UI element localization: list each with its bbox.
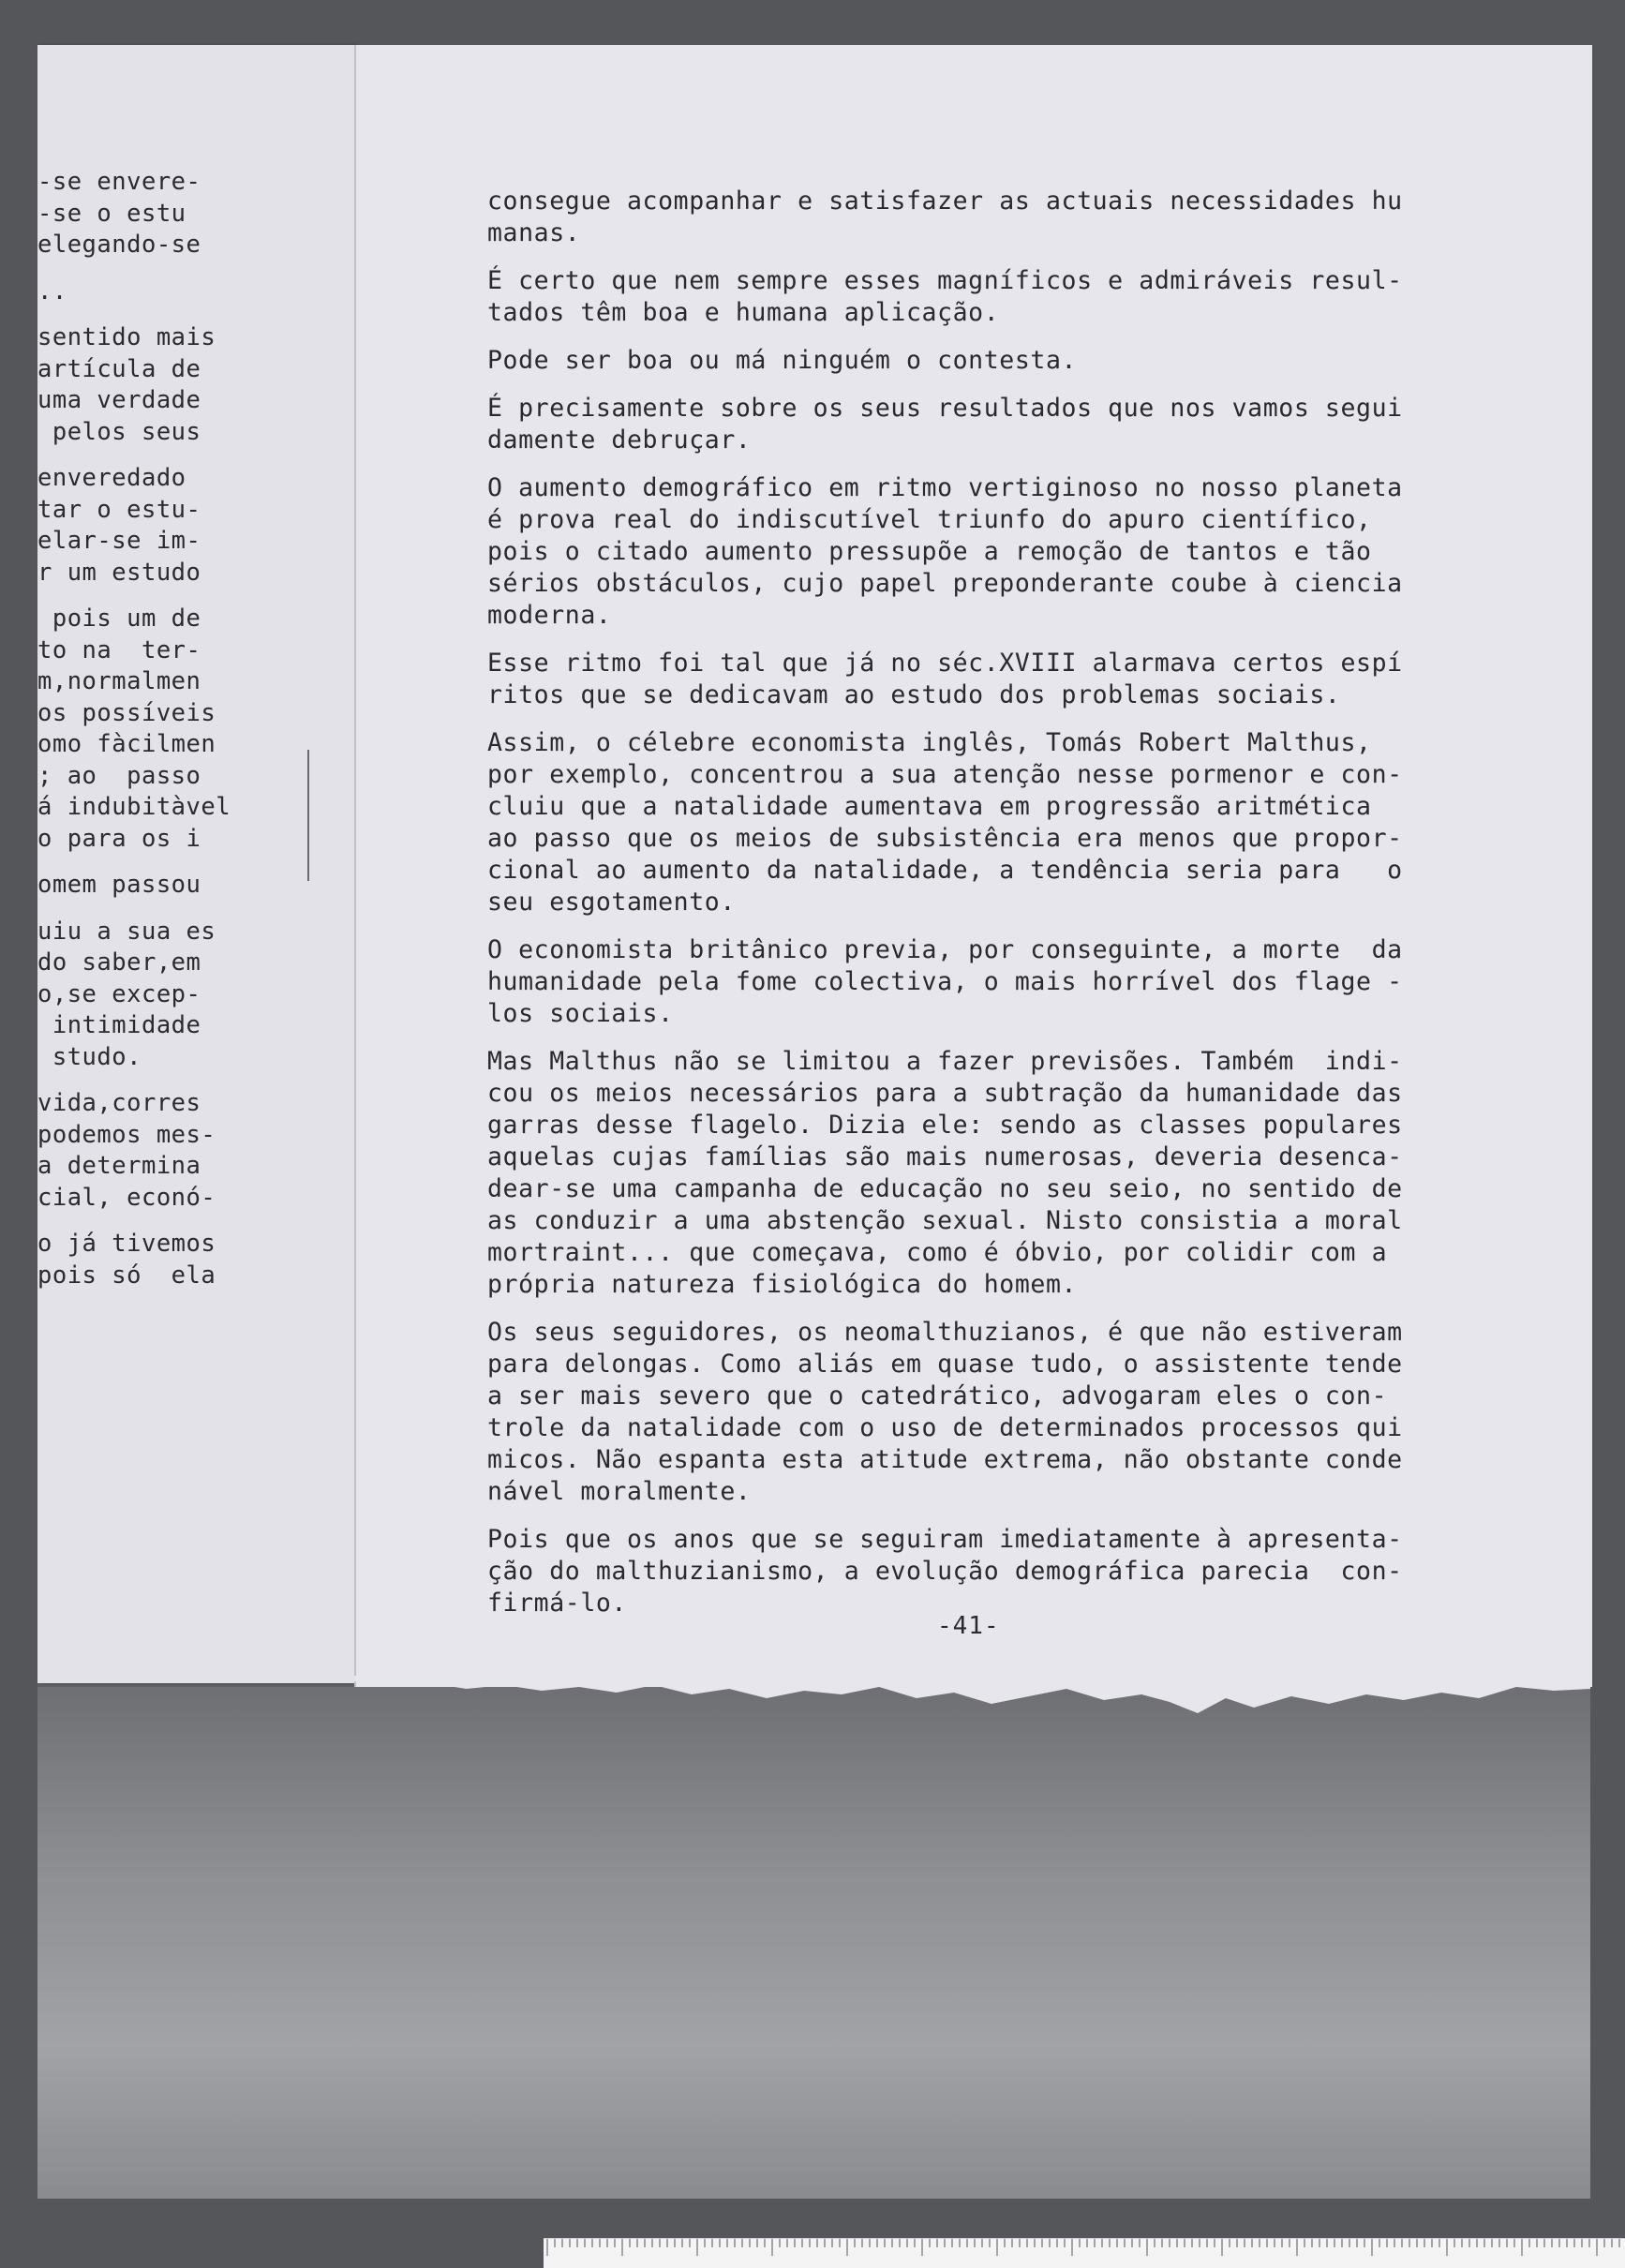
left-page-line: omem passou — [37, 871, 201, 899]
left-page-line: sentido mais — [37, 323, 216, 351]
left-page-line: o,se excep- — [37, 979, 201, 1008]
paragraph-line: O aumento demográfico em ritmo vertiginoso no nosso planeta — [487, 473, 1403, 502]
page-number: -41- — [937, 1612, 1000, 1640]
left-page-line — [37, 1214, 319, 1229]
paragraph-line: Pois que os anos que se seguiram imediatamente à apresenta- — [487, 1525, 1403, 1554]
left-page-line: .. — [37, 276, 67, 306]
left-page-line: uma verdade — [37, 386, 201, 414]
paragraph — [487, 472, 1499, 632]
left-page-line: ; ao passo — [37, 761, 201, 790]
paragraph — [487, 727, 1499, 918]
paragraph-line: é prova real do indiscutível triunfo do apuro científico, — [487, 505, 1372, 534]
left-page-line: o para os i — [37, 824, 201, 853]
paragraph-line: damente debruçar. — [487, 425, 752, 455]
paragraph-line: Assim, o célebre economista inglês, Tomás Robert Malthus, — [487, 728, 1372, 757]
paragraph — [487, 1317, 1499, 1508]
paragraph-line: aquelas cujas famílias são mais numerosas, deveria desenca- — [487, 1142, 1403, 1171]
paragraph-line: moderna. — [487, 601, 612, 630]
paragraph-line: seu esgotamento. — [487, 888, 736, 917]
paragraph-line: cional ao aumento da natalidade, a tendência seria para o — [487, 856, 1403, 885]
left-page-line: pois só ela — [37, 1261, 216, 1290]
left-page-line — [37, 855, 319, 870]
paragraph-line: humanidade pela fome colectiva, o mais horrível dos flage - — [487, 967, 1403, 996]
left-page-line: tar o estu- — [37, 495, 201, 524]
paragraph — [487, 345, 1499, 377]
paragraph — [487, 648, 1499, 711]
left-page-line: m,normalmen — [37, 667, 201, 695]
main-page-text — [487, 186, 1499, 1635]
paragraph-line: micos. Não espanta esta atitude extrema, não obstante conde — [487, 1445, 1403, 1474]
paragraph-line: consegue acompanhar e satisfazer as actuais necessidades hu — [487, 187, 1403, 216]
left-page-line: artícula de — [37, 354, 201, 383]
left-page-line: -se o estu — [37, 199, 186, 228]
left-page-line: o já tivemos — [37, 1230, 216, 1258]
paragraph-line: firmá-lo. — [487, 1589, 627, 1618]
paragraph-line: O economista britânico previa, por conseguinte, a morte da — [487, 935, 1403, 964]
left-page-line — [37, 448, 319, 463]
paragraph-line: trole da natalidade com o uso de determinados processos qui — [487, 1413, 1403, 1442]
paragraph-line: É precisamente sobre os seus resultados que nos vamos segui — [487, 394, 1403, 423]
left-page-line: studo. — [37, 1042, 142, 1071]
left-page-line: intimidade — [37, 1011, 201, 1039]
paragraph — [487, 186, 1499, 249]
left-page-line: elar-se im- — [37, 527, 201, 555]
paragraph — [487, 265, 1499, 329]
paragraph-line: própria natureza fisiológica do homem. — [487, 1270, 1078, 1299]
paragraph-line: ao passo que os meios de subsistência era menos que propor- — [487, 824, 1403, 853]
left-page-line: elegando-se — [37, 231, 201, 259]
paragraph-line: É certo que nem sempre esses magníficos e admiráveis resul- — [487, 266, 1403, 295]
left-page-line — [37, 261, 319, 276]
left-page-line: á indubitàvel — [37, 793, 231, 821]
scale-ruler — [544, 2238, 1625, 2268]
paragraph-line: ritos que se dedicavam ao estudo dos problemas sociais. — [487, 680, 1341, 709]
left-page-line: -se envere- — [37, 168, 201, 196]
paragraph-line: ção do malthuzianismo, a evolução demográfica parecia con- — [487, 1557, 1403, 1586]
paragraph-line: manas. — [487, 218, 581, 247]
left-page-text — [37, 167, 319, 1291]
paragraph-line: Esse ritmo foi tal que já no séc.XVIII alarmava certos espí — [487, 649, 1403, 678]
paragraph — [487, 1046, 1499, 1301]
margin-mark — [307, 750, 309, 881]
left-page-line: pois um de — [37, 604, 201, 633]
left-page-line — [37, 307, 319, 322]
left-page-line: vida,corres — [37, 1089, 201, 1117]
left-page-line: cial, econó- — [37, 1183, 216, 1212]
paragraph-line: pois o citado aumento pressupõe a remoção de tantos e tão — [487, 537, 1372, 566]
paragraph-line: dear-se uma campanha de educação no seu seio, no sentido de — [487, 1174, 1403, 1203]
paragraph-line: garras desse flagelo. Dizia ele: sendo as classes populares — [487, 1111, 1403, 1140]
paragraph — [487, 1524, 1499, 1619]
paragraph-line: los sociais. — [487, 999, 674, 1028]
paragraph — [487, 934, 1499, 1030]
left-page-line — [37, 1073, 319, 1088]
paragraph-line: por exemplo, concentrou a sua atenção nesse pormenor e con- — [487, 760, 1403, 789]
paragraph-line: as conduzir a uma abstenção sexual. Nisto consistia a moral — [487, 1206, 1403, 1235]
left-page-line: enveredado — [37, 464, 186, 492]
paragraph-line: cou os meios necessários para a subtração da humanidade das — [487, 1079, 1403, 1108]
left-page-line: do saber,em — [37, 948, 201, 977]
paragraph-line: a ser mais severo que o catedrático, advogaram eles o con- — [487, 1381, 1388, 1410]
left-page-line: omo fàcilmen — [37, 730, 216, 758]
left-page-line: r um estudo — [37, 558, 201, 587]
torn-page-edge — [354, 1676, 1590, 1723]
left-page-line: podemos mes- — [37, 1120, 216, 1149]
paragraph-line: tados têm boa e humana aplicação. — [487, 298, 1000, 327]
paragraph-line: Mas Malthus não se limitou a fazer previsões. Também indi- — [487, 1047, 1403, 1076]
paragraph-line: nável moralmente. — [487, 1477, 752, 1506]
paragraph — [487, 393, 1499, 456]
left-page-line — [37, 902, 319, 917]
left-page-line: a determina — [37, 1152, 201, 1180]
left-page-line — [37, 589, 319, 604]
left-page-line: pelos seus — [37, 417, 201, 446]
paragraph-line: para delongas. Como aliás em quase tudo, o assistente tende — [487, 1350, 1403, 1379]
left-page-line: uiu a sua es — [37, 917, 216, 946]
left-page-line: os possíveis — [37, 698, 216, 727]
paragraph-line: sérios obstáculos, cujo papel preponderante coube à ciencia — [487, 569, 1403, 598]
paragraph-line: Pode ser boa ou má ninguém o contesta. — [487, 346, 1078, 375]
paragraph-line: mortraint... que começava, como é óbvio, por colidir com a — [487, 1238, 1388, 1267]
paragraph-line: cluiu que a natalidade aumentava em progressão aritmética — [487, 792, 1372, 821]
photocopy-shadow — [37, 1687, 1590, 2199]
main-page — [354, 45, 1592, 1687]
left-page-line: to na ter- — [37, 635, 201, 664]
paragraph-line: Os seus seguidores, os neomalthuzianos, é que não estiveram — [487, 1318, 1403, 1347]
